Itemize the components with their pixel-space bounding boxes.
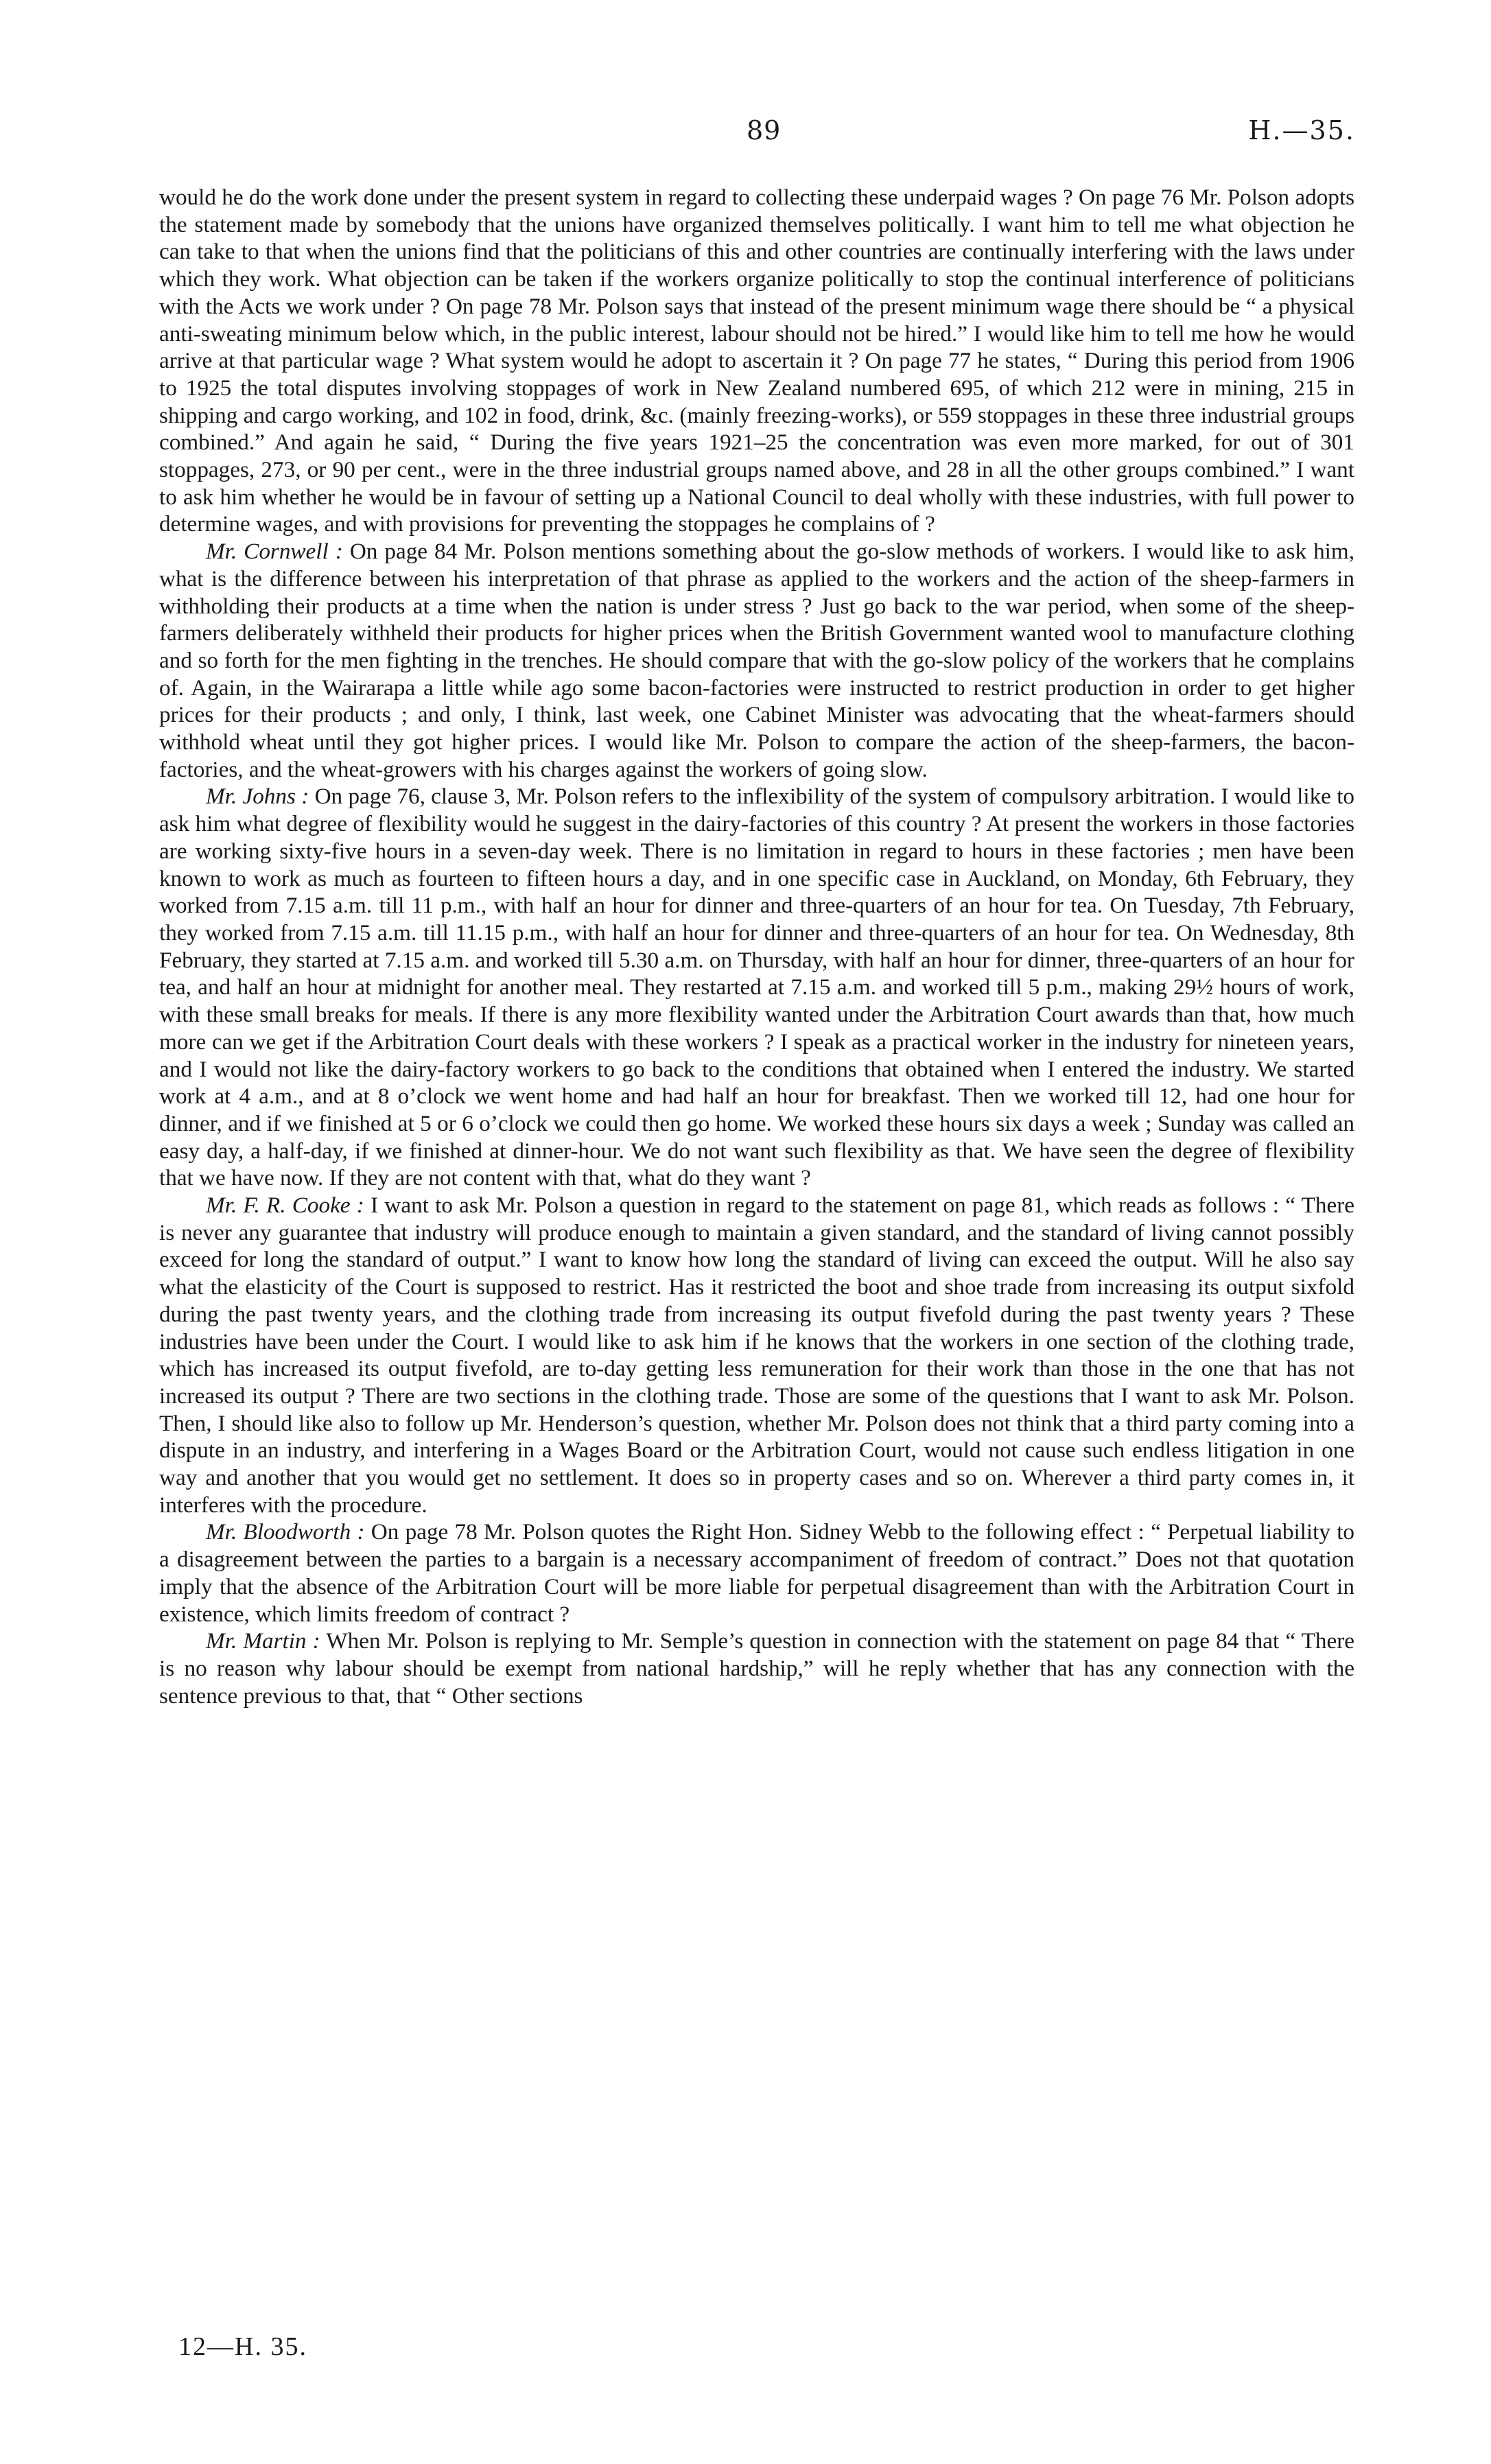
- paragraph-continuation: [159, 184, 1354, 538]
- paragraph-text: On page 76, clause 3, Mr. Polson refers to the inflexibility of the system of compulsory arbitration. I would like to ask him what degree of flexibility would he suggest in the dairy-factories of this country ? At present the workers in those factories are working sixty-five hours in a seven-day week. There is no limitation in regard to hours in these factories ; men have been known to work as much as fourteen to fifteen hours a day, and in one specific case in Auckland, on Monday, 6th February, they worked from 7.15 a.m. till 11 p.m., with half an hour for dinner and three-quarters of an hour for tea. On Tuesday, 7th February, they worked from 7.15 a.m. till 11.15 p.m., with half an hour for dinner and three-quarters of an hour for tea. On Wednesday, 8th February, they started at 7.15 a.m. and worked till 5.30 a.m. on Thursday, with half an hour for dinner, three-quarters of an hour for tea, and half an hour at midnight for another meal. They restarted at 7.15 a.m. and worked till 5 p.m., making 29½ hours of work, with these small breaks for meals. If there is any more flexibility wanted under the Arbitration Court awards than that, how much more can we get if the Arbitration Court deals with these workers ? I speak as a practical worker in the industry for nineteen years, and I would not like the dairy-factory workers to go back to the conditions that obtained when I entered the industry. We started work at 4 a.m., and at 8 o’clock we went home and had half an hour for breakfast. Then we worked till 12, had one hour for dinner, and if we finished at 5 or 6 o’clock we could then go home. We worked these hours six days a week ; Sunday was called an easy day, a half-day, if we finished at dinner-hour. We do not want such flexibility as that. We have seen the degree of flexibility that we have now. If they are not content with that, what do they want ?: [159, 784, 1355, 1191]
- speaker-name: Mr. F. R. Cooke :: [206, 1193, 364, 1219]
- speaker-name: Mr. Bloodworth :: [206, 1519, 365, 1545]
- paragraph-johns: [159, 783, 1354, 1192]
- paragraph-martin: [159, 1628, 1354, 1709]
- document-reference: H.—35.: [1248, 115, 1355, 145]
- paragraph-text: When Mr. Polson is replying to Mr. Semple’s question in connection with the statement on page 84 that “ There is no reason why labour should be exempt from national hardship,” will he reply whether that has any connection with the sentence previous to that, that “ Other sections: [159, 1628, 1355, 1709]
- speaker-name: Mr. Martin :: [206, 1628, 320, 1654]
- paragraph-text: On page 84 Mr. Polson mentions something about the go-slow methods of workers. I would like to ask him, what is the difference between his interpretation of that phrase as applied to the workers and the action of the sheep-farmers in withholding their products at a time when the nation is under stress ? Just go back to the war period, when some of the sheep-farmers deliberately withheld their products for higher prices when the British Government wanted wool to manufacture clothing and so forth for the men fighting in the trenches. He should compare that with the go-slow policy of the workers that he complains of. Again, in the Wairarapa a little while ago some bacon-factories were instructed to restrict production in order to get higher prices for their products ; and only, I think, last week, one Cabinet Minister was advocating that the wheat-farmers should withhold wheat until they got higher prices. I would like Mr. Polson to compare the action of the sheep-farmers, the bacon-factories, and the wheat-growers with his charges against the workers of going slow.: [159, 539, 1354, 782]
- paragraph-text: I want to ask Mr. Polson a question in regard to the statement on page 81, which reads as follows : “ There is never any guarantee that industry will produce enough to maintain a given standard, and the standard of living cannot possibly exceed for long the standard of output.” I want to know how long the standard of living can exceed the output. Will he also say what the elasticity of the Court is supposed to restrict. Has it restricted the boot and shoe trade from increasing its output sixfold during the past twenty years, and the clothing trade from increasing its output fivefold during the past twenty years ? These industries have been under the Court. I would like to ask him if he knows that the workers in one section of the clothing trade, which has increased its output fivefold, are to-day getting less remuneration for their work than those in the one that has not increased its output ? There are two sections in the clothing trade. Those are some of the questions that I want to ask Mr. Polson. Then, I should like also to follow up Mr. Henderson’s question, whether Mr. Polson does not think that a third party coming into a dispute in an industry, and interfering in a Wages Board or the Arbitration Court, would not cause such endless litigation in one way and another that you would get no settlement. It does so in property cases and so on. Wherever a third party comes in, it interferes with the procedure.: [159, 1193, 1355, 1518]
- paragraph-bloodworth: [159, 1518, 1354, 1628]
- paragraph-text: On page 78 Mr. Polson quotes the Right Hon. Sidney Webb to the following effect : “ Perpetual liability to a disagreement between the parties to a bargain is a necessary accompaniment of freedom of contract.” Does not that quotation imply that the absence of the Arbitration Court will be more liable for perpetual disagreement than with the Arbitration Court in existence, which limits freedom of contract ?: [159, 1519, 1355, 1627]
- paragraph-cornwell: [159, 538, 1354, 783]
- paragraph-cooke: [159, 1192, 1354, 1518]
- speaker-name: Mr. Johns :: [206, 784, 309, 810]
- page-number: 89: [747, 115, 782, 145]
- body-text: [159, 184, 1354, 1709]
- paragraph-text: would he do the work done under the present system in regard to collecting these underpaid wages ? On page 76 Mr. Polson adopts the statement made by somebody that the unions have organized themselves politically. I want him to tell me what objection he can take to that when the unions find that the politicians of this and other countries are continually interfering with the laws under which they work. What objection can be taken if the workers organize politically to stop the continual interference of politicians with the Acts we work under ? On page 78 Mr. Polson says that instead of the present minimum wage there should be “ a physical anti-sweating minimum below which, in the public interest, labour should not be hired.” I would like him to tell me how he would arrive at that particular wage ? What system would he adopt to ascertain it ? On page 77 he states, “ During this period from 1906 to 1925 the total disputes involving stoppages of work in New Zealand numbered 695, of which 212 were in mining, 215 in shipping and cargo working, and 102 in food, drink, &c. (mainly freezing-works), or 559 stoppages in these three industrial groups combined.” And again he said, “ During the five years 1921–25 the concentration was even more marked, for out of 301 stoppages, 273, or 90 per cent., were in the three industrial groups named above, and 28 in all the other groups combined.” I want to ask him whether he would be in favour of setting up a National Council to deal wholly with these industries, with full power to determine wages, and with provisions for preventing the stoppages he complains of ?: [159, 185, 1354, 537]
- page-footer-signature: 12—H. 35.: [178, 2332, 307, 2361]
- page-header: [0, 115, 1491, 156]
- speaker-name: Mr. Cornwell :: [206, 539, 343, 565]
